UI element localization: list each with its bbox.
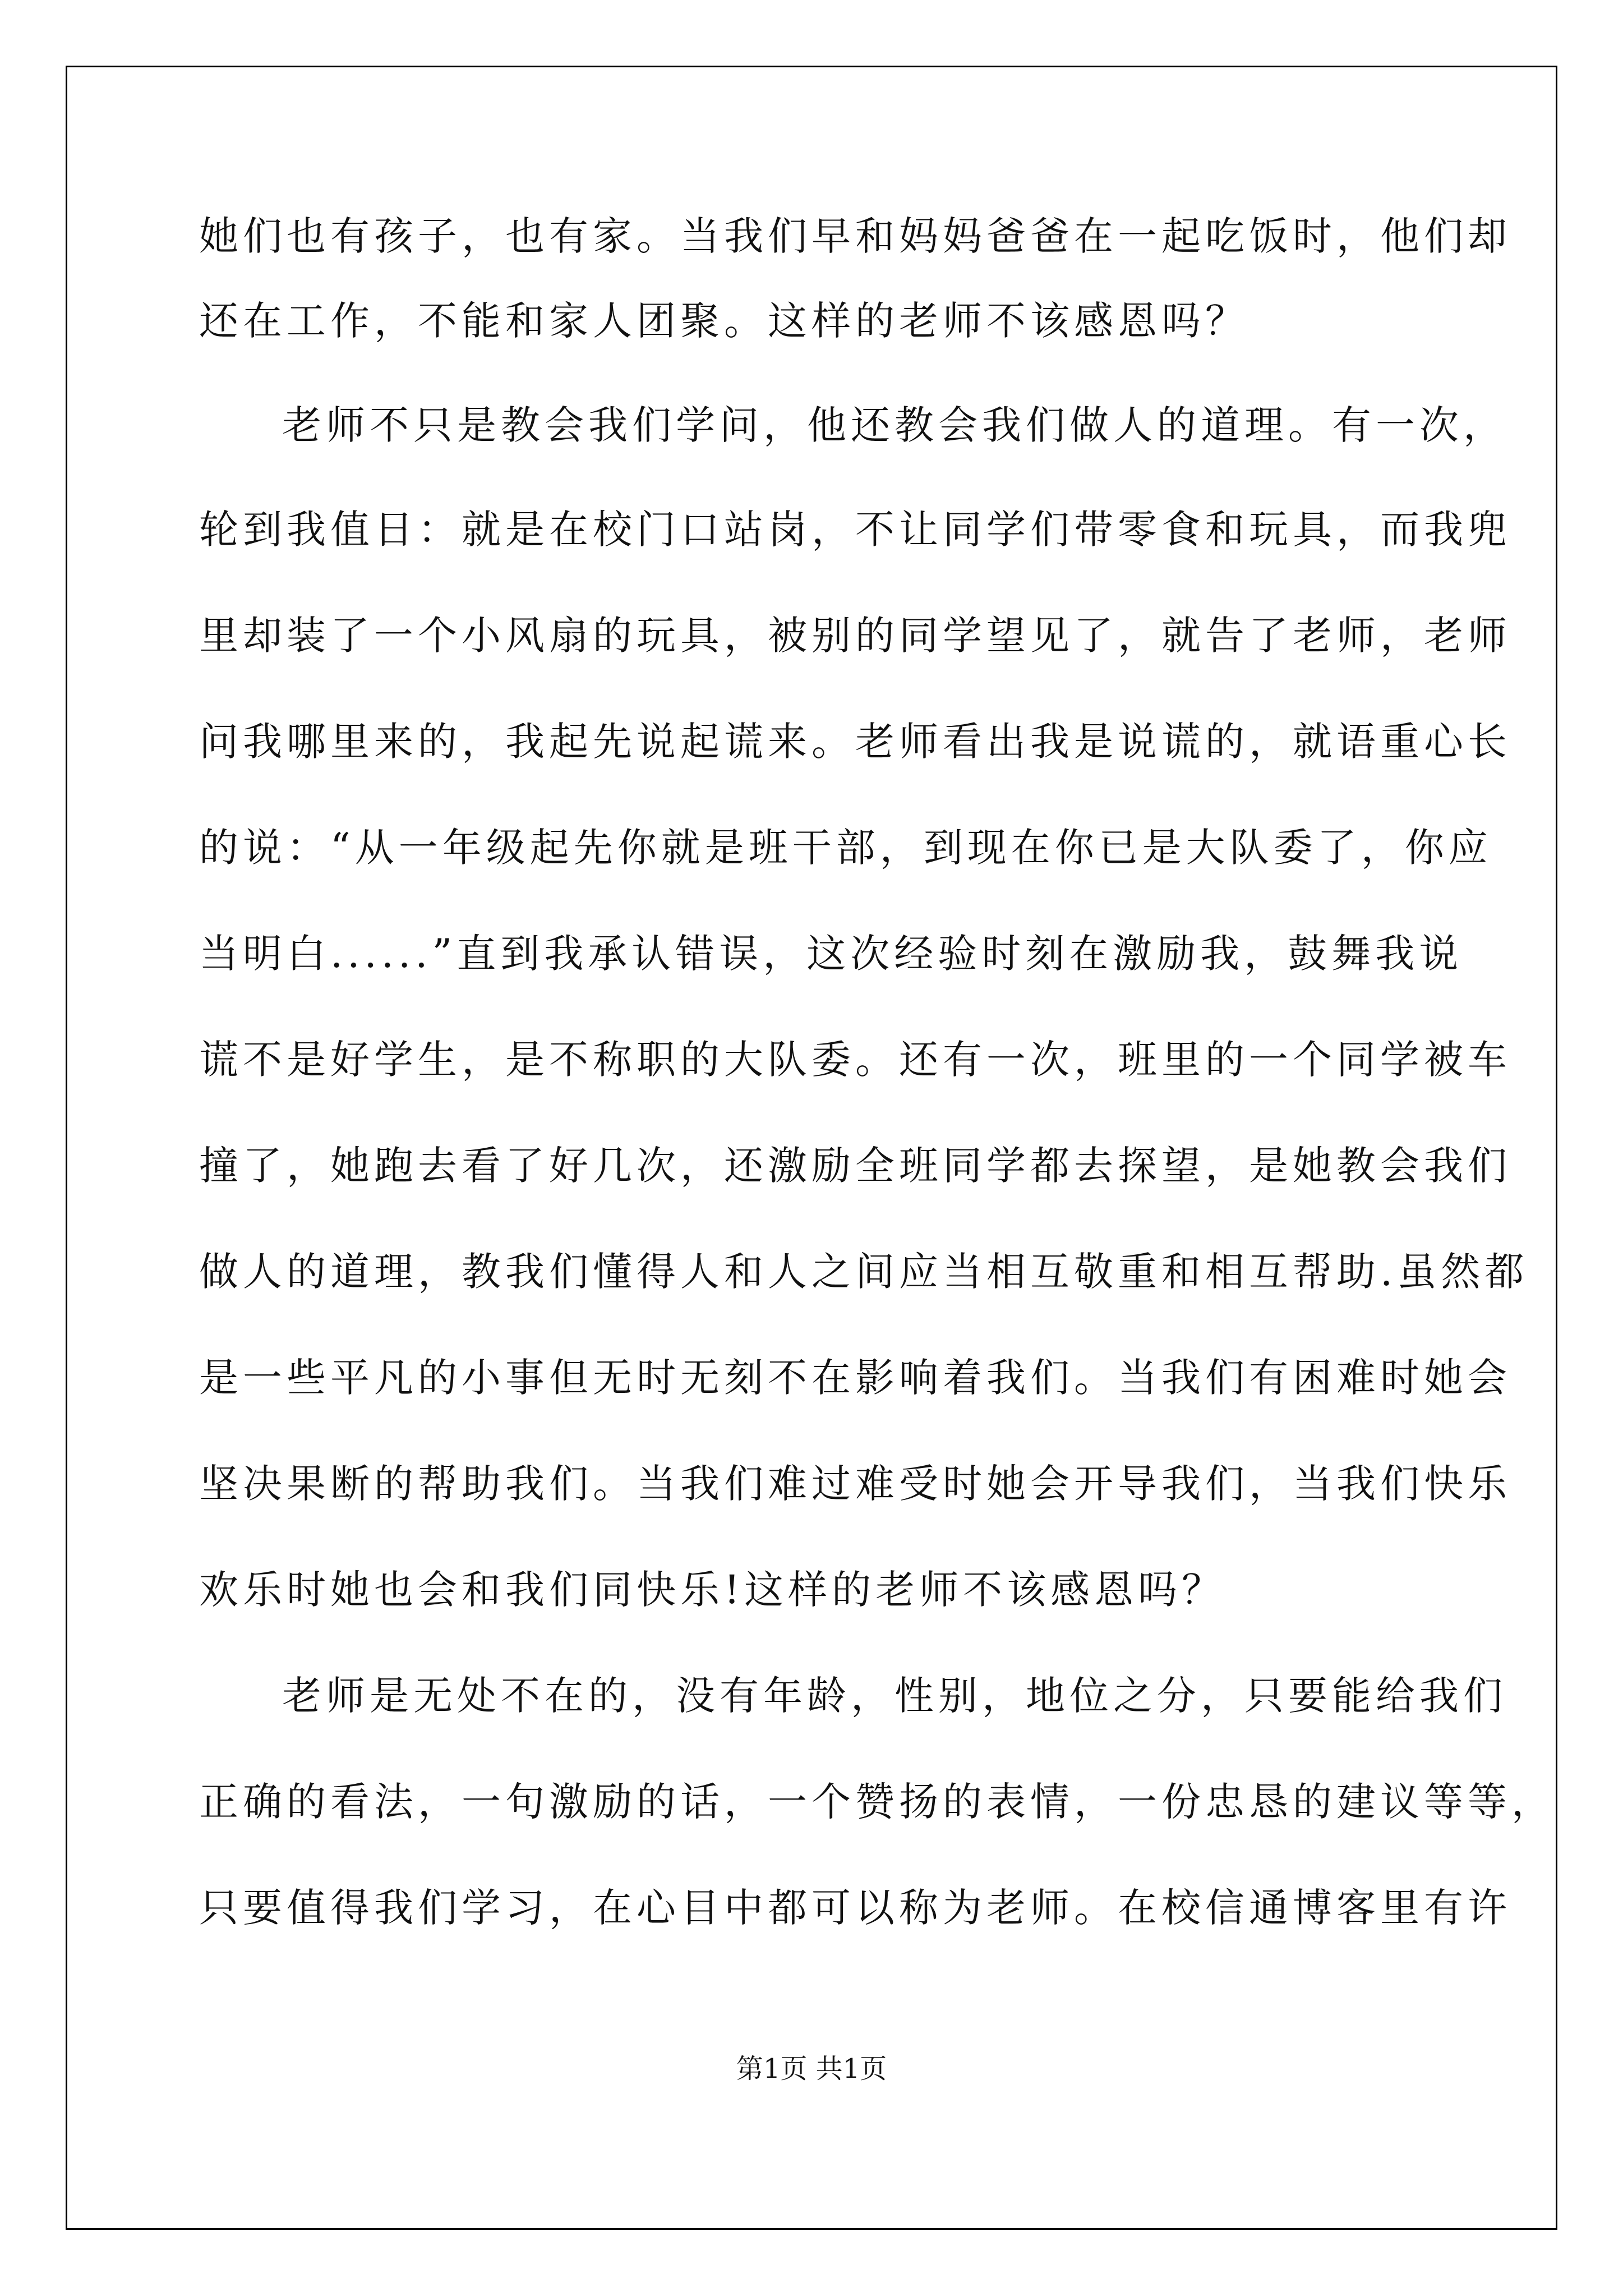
text-line-3: 老师不只是教会我们学问，他还教会我们做人的道理。有一次，	[282, 402, 1507, 448]
text-line-14: 欢乐时她也会和我们同快乐!这样的老师不该感恩吗？	[199, 1567, 1226, 1613]
text-line-17: 只要值得我们学习，在心目中都可以称为老师。在校信通博客里有许	[199, 1885, 1511, 1931]
text-line-2: 还在工作，不能和家人团聚。这样的老师不该感恩吗？	[199, 298, 1249, 344]
text-line-6: 问我哪里来的，我起先说起谎来。老师看出我是说谎的，就语重心长	[199, 719, 1511, 765]
text-line-8: 当明白......”直到我承认错误，这次经验时刻在激励我，鼓舞我说	[199, 931, 1463, 977]
text-line-10: 撞了，她跑去看了好几次，还激励全班同学都去探望，是她教会我们	[199, 1143, 1511, 1189]
text-line-13: 坚决果断的帮助我们。当我们难过难受时她会开导我们，当我们快乐	[199, 1461, 1511, 1507]
text-line-7: 的说：“从一年级起先你就是班干部，到现在你已是大队委了，你应	[199, 825, 1492, 871]
text-line-9: 谎不是好学生，是不称职的大队委。还有一次，班里的一个同学被车	[199, 1037, 1511, 1083]
text-line-1: 她们也有孩子，也有家。当我们早和妈妈爸爸在一起吃饭时，他们却	[199, 213, 1511, 259]
page-footer: 第1页 共1页	[736, 2053, 887, 2085]
text-line-12: 是一些平凡的小事但无时无刻不在影响着我们。当我们有困难时她会	[199, 1355, 1511, 1401]
text-line-16: 正确的看法，一句激励的话，一个赞扬的表情，一份忠恳的建议等等，	[199, 1779, 1555, 1825]
text-line-5: 里却装了一个小风扇的玩具，被别的同学望见了，就告了老师，老师	[199, 613, 1511, 659]
text-line-15: 老师是无处不在的，没有年龄，性别，地位之分，只要能给我们	[282, 1673, 1507, 1719]
text-line-11: 做人的道理，教我们懂得人和人之间应当相互敬重和相互帮助.虽然都	[199, 1249, 1529, 1295]
text-line-4: 轮到我值日：就是在校门口站岗，不让同学们带零食和玩具，而我兜	[199, 507, 1511, 553]
